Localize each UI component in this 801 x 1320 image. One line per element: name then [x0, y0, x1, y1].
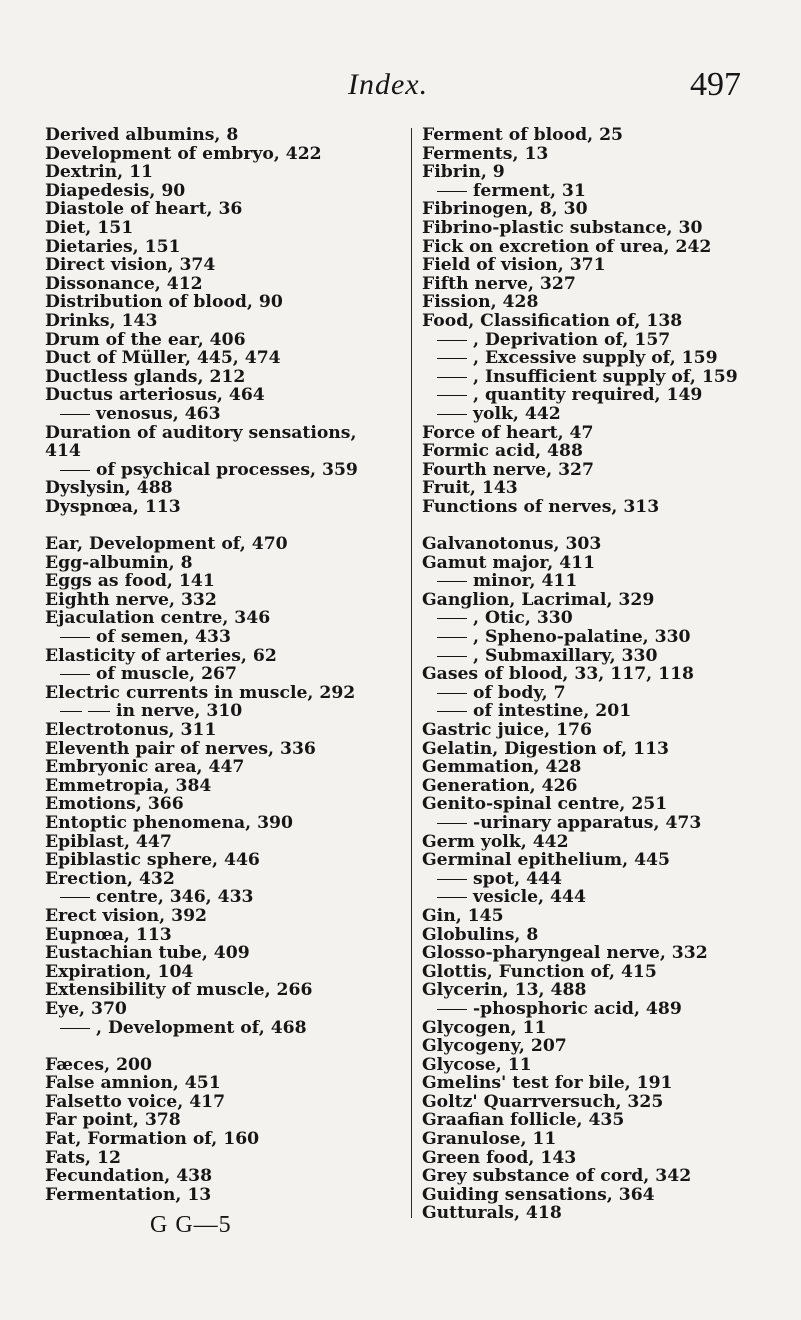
ditto-dash — [437, 581, 467, 582]
index-entry-text: spot, 444 — [473, 868, 562, 889]
index-entry — [422, 1056, 801, 1075]
index-entry — [422, 312, 801, 331]
index-entry-text: Dextrin, 11 — [45, 162, 153, 183]
index-entry — [45, 386, 445, 405]
index-entry — [422, 200, 801, 219]
index-entry — [45, 182, 445, 201]
index-entry-text: Genito-spinal centre, 251 — [422, 794, 668, 815]
ditto-dash — [437, 897, 467, 898]
index-entry-text: Duct of Müller, 445, 474 — [45, 348, 281, 369]
index-entry-text: Ear, Development of, 470 — [45, 534, 288, 555]
index-entry — [45, 591, 445, 610]
index-entry-text: , Development of, 468 — [96, 1017, 307, 1038]
index-entry — [45, 851, 445, 870]
index-entry-text: Direct vision, 374 — [45, 255, 216, 276]
index-entry-text: Guiding sensations, 364 — [422, 1184, 655, 1205]
index-entry-text: Fibrino-plastic substance, 30 — [422, 217, 703, 238]
index-entry-text: Fibrin, 9 — [422, 162, 505, 183]
index-entry-text: Gelatin, Digestion of, 113 — [422, 738, 670, 759]
index-entry-text: Entoptic phenomena, 390 — [45, 812, 293, 833]
index-entry-text: Epiblastic sphere, 446 — [45, 850, 260, 871]
index-entry-text: Glycose, 11 — [422, 1054, 532, 1075]
index-entry-text: Gin, 145 — [422, 905, 504, 926]
index-entry-text: Force of heart, 47 — [422, 422, 594, 443]
ditto-dash — [60, 711, 82, 712]
index-entry-text: Eupnœa, 113 — [45, 924, 172, 945]
index-entry-text: of psychical processes, 359 — [96, 459, 358, 480]
index-entry-text: Extensibility of muscle, 266 — [45, 980, 313, 1001]
index-entry-text: Ejaculation centre, 346 — [45, 608, 271, 629]
ditto-dash — [437, 823, 467, 824]
index-entry-text: Green food, 143 — [422, 1147, 577, 1168]
index-entry-text: Diastole of heart, 36 — [45, 199, 243, 220]
index-entry-text: Derived albumins, 8 — [45, 125, 239, 145]
index-entry-text: False amnion, 451 — [45, 1073, 221, 1094]
index-entry — [422, 275, 801, 294]
index-entry — [422, 424, 801, 443]
index-entry-text: Gemmation, 428 — [422, 757, 582, 778]
index-entry — [45, 963, 445, 982]
index-entry — [45, 814, 445, 833]
index-entry — [422, 777, 801, 796]
index-entry — [422, 498, 801, 517]
index-entry — [422, 554, 801, 573]
index-entry-text: Granulose, 11 — [422, 1129, 557, 1150]
index-entry — [422, 256, 801, 275]
index-subentry — [45, 702, 445, 721]
index-entry-text: Ferments, 13 — [422, 143, 549, 164]
index-entry — [422, 461, 801, 480]
index-entry-text: venosus, 463 — [96, 403, 221, 424]
ditto-dash — [60, 470, 90, 471]
page-number: 497 — [690, 66, 741, 103]
index-entry-text: Ganglion, Lacrimal, 329 — [422, 589, 655, 610]
index-entry-text: Dissonance, 412 — [45, 273, 203, 294]
index-entry-text: Fick on excretion of urea, 242 — [422, 236, 712, 257]
ditto-dash — [437, 711, 467, 712]
index-entry — [45, 200, 445, 219]
index-entry — [45, 926, 445, 945]
section-gap — [45, 516, 445, 535]
ditto-dash — [437, 618, 467, 619]
index-subentry — [422, 684, 801, 703]
index-entry-text: Fourth nerve, 327 — [422, 459, 594, 480]
index-entry — [422, 1037, 801, 1056]
index-entry — [45, 1056, 445, 1075]
running-header — [0, 64, 801, 114]
index-entry-text: Formic acid, 488 — [422, 441, 583, 462]
index-entry — [45, 554, 445, 573]
index-entry-text: Dyslysin, 488 — [45, 478, 173, 499]
index-entry-text: -phosphoric acid, 489 — [473, 998, 682, 1019]
ditto-dash — [60, 637, 90, 638]
index-entry-text: , Otic, 330 — [473, 608, 573, 629]
index-subentry — [422, 702, 801, 721]
index-entry-text: Gutturals, 418 — [422, 1203, 562, 1224]
index-entry — [45, 312, 445, 331]
index-entry-text: Fibrinogen, 8, 30 — [422, 199, 588, 220]
index-entry-text: Ferment of blood, 25 — [422, 125, 624, 145]
index-subentry — [422, 888, 801, 907]
index-entry-text: Generation, 426 — [422, 775, 578, 796]
index-entry — [45, 684, 445, 703]
index-entry — [422, 1093, 801, 1112]
index-entry-text: Ductus arteriosus, 464 — [45, 385, 265, 406]
index-entry-text: Epiblast, 447 — [45, 831, 172, 852]
index-entry — [422, 1167, 801, 1186]
index-entry-text: Egg-albumin, 8 — [45, 552, 193, 573]
index-entry — [422, 219, 801, 238]
ditto-dash — [60, 674, 90, 675]
index-entry-text: Functions of nerves, 313 — [422, 496, 660, 517]
index-subentry — [45, 888, 445, 907]
index-entry — [422, 1204, 801, 1223]
index-entry — [422, 1074, 801, 1093]
ditto-dash — [437, 377, 467, 378]
index-entry-text: of muscle, 267 — [96, 664, 237, 685]
index-entry-text: Emmetropia, 384 — [45, 775, 212, 796]
index-subentry — [422, 647, 801, 666]
index-entry — [422, 851, 801, 870]
index-entry-text: Diet, 151 — [45, 217, 134, 238]
index-entry — [422, 740, 801, 759]
ditto-dash — [60, 414, 90, 415]
ditto-dash — [437, 340, 467, 341]
index-entry-text: Diapedesis, 90 — [45, 180, 186, 201]
running-header-title: Index. — [348, 68, 429, 101]
index-entry-text: Ductless glands, 212 — [45, 366, 246, 387]
index-subentry — [422, 870, 801, 889]
index-entry — [422, 1186, 801, 1205]
index-subentry — [45, 405, 445, 424]
index-entry-text: Development of embryo, 422 — [45, 143, 322, 164]
index-entry-text: Glottis, Function of, 415 — [422, 961, 657, 982]
index-entry — [45, 609, 445, 628]
index-entry — [45, 795, 445, 814]
index-subentry — [422, 628, 801, 647]
index-entry — [422, 163, 801, 182]
index-entry — [45, 238, 445, 257]
index-entry-text: Falsetto voice, 417 — [45, 1091, 226, 1112]
index-entry — [45, 1000, 445, 1019]
index-entry — [422, 758, 801, 777]
index-entry-text: Eye, 370 — [45, 998, 127, 1019]
ditto-dash — [437, 879, 467, 880]
column-divider — [411, 128, 412, 1218]
index-entry-text: Dyspnœa, 113 — [45, 496, 181, 517]
index-entry-text: Glycerin, 13, 488 — [422, 980, 587, 1001]
index-entry — [45, 870, 445, 889]
index-entry-text: Food, Classification of, 138 — [422, 310, 683, 331]
index-entry — [45, 981, 445, 1000]
index-entry — [45, 479, 445, 498]
index-subentry — [422, 386, 801, 405]
index-entry — [45, 833, 445, 852]
ditto-dash — [88, 711, 110, 712]
ditto-dash — [60, 897, 90, 898]
index-subentry — [422, 609, 801, 628]
signature-mark: G G—5 — [150, 1212, 232, 1238]
index-entry — [422, 145, 801, 164]
index-entry — [422, 293, 801, 312]
index-entry — [45, 1130, 445, 1149]
index-entry — [45, 1093, 445, 1112]
index-entry-text: Gastric juice, 176 — [422, 720, 592, 740]
index-entry-text: Distribution of blood, 90 — [45, 292, 283, 313]
index-entry — [45, 572, 445, 591]
index-entry — [45, 1186, 445, 1205]
index-subentry — [422, 331, 801, 350]
index-entry-text: Erection, 432 — [45, 868, 175, 889]
index-subentry — [45, 1019, 445, 1038]
index-entry-text: yolk, 442 — [473, 403, 561, 424]
index-entry — [422, 1111, 801, 1130]
index-entry — [422, 907, 801, 926]
index-entry — [422, 944, 801, 963]
index-entry-text: Gamut major, 411 — [422, 552, 596, 573]
index-subentry — [422, 368, 801, 387]
index-entry-text: Dietaries, 151 — [45, 236, 181, 257]
index-entry-text: Eleventh pair of nerves, 336 — [45, 738, 316, 759]
ditto-dash — [437, 693, 467, 694]
index-entry — [422, 795, 801, 814]
index-entry-text: Duration of auditory sensations, 414 — [45, 422, 357, 462]
ditto-dash — [437, 656, 467, 657]
index-entry-text: centre, 346, 433 — [96, 887, 254, 908]
index-entry-text: ferment, 31 — [473, 180, 586, 201]
index-entry-text: , Submaxillary, 330 — [473, 645, 658, 666]
index-entry — [422, 963, 801, 982]
index-subentry — [45, 628, 445, 647]
index-entry-text: vesicle, 444 — [473, 887, 586, 908]
index-entry — [45, 907, 445, 926]
index-entry — [422, 126, 801, 145]
index-entry — [45, 721, 445, 740]
index-entry-text: Fæces, 200 — [45, 1054, 152, 1075]
index-column-right — [422, 126, 801, 1223]
index-subentry — [45, 665, 445, 684]
ditto-dash — [437, 395, 467, 396]
index-entry-text: Goltz' Quarrversuch, 325 — [422, 1091, 664, 1112]
index-entry-text: -urinary apparatus, 473 — [473, 812, 702, 833]
index-entry-text: Globulins, 8 — [422, 924, 539, 945]
index-entry-text: of semen, 433 — [96, 627, 231, 648]
index-entry-text: Fruit, 143 — [422, 478, 518, 499]
index-entry-text: Eustachian tube, 409 — [45, 943, 250, 964]
index-entry-text: Emotions, 366 — [45, 794, 184, 815]
index-entry-text: Electrotonus, 311 — [45, 720, 217, 740]
index-entry — [422, 1149, 801, 1168]
index-entry-text: Germ yolk, 442 — [422, 831, 569, 852]
ditto-dash — [437, 1009, 467, 1010]
index-entry-text: Graafian follicle, 435 — [422, 1110, 625, 1131]
index-entry — [45, 219, 445, 238]
index-entry — [45, 275, 445, 294]
index-entry-text: Gmelins' test for bile, 191 — [422, 1073, 673, 1094]
index-entry — [45, 163, 445, 182]
index-entry-text: Fifth nerve, 327 — [422, 273, 576, 294]
index-entry-text: Glycogeny, 207 — [422, 1036, 567, 1057]
ditto-dash — [437, 414, 467, 415]
index-entry — [45, 498, 445, 517]
index-entry — [45, 1111, 445, 1130]
index-entry — [422, 535, 801, 554]
index-entry — [45, 126, 445, 145]
index-entry — [45, 777, 445, 796]
ditto-dash — [437, 358, 467, 359]
index-entry-text: Grey substance of cord, 342 — [422, 1166, 692, 1187]
index-entry-text: Glycogen, 11 — [422, 1017, 547, 1038]
index-entry — [45, 1074, 445, 1093]
index-entry-text: Fission, 428 — [422, 292, 539, 313]
index-entry-text: Erect vision, 392 — [45, 905, 208, 926]
index-column-left — [45, 126, 445, 1204]
index-entry — [422, 665, 801, 684]
section-gap — [422, 516, 801, 535]
index-entry — [45, 349, 445, 368]
index-entry — [422, 926, 801, 945]
index-entry — [422, 1130, 801, 1149]
index-entry-text: Expiration, 104 — [45, 961, 194, 982]
index-entry — [45, 331, 445, 350]
index-entry-text: , Spheno-palatine, 330 — [473, 627, 691, 648]
index-entry — [45, 1167, 445, 1186]
index-entry-text: Fermentation, 13 — [45, 1184, 212, 1205]
index-subentry — [422, 572, 801, 591]
index-entry — [422, 479, 801, 498]
index-entry — [422, 721, 801, 740]
index-entry-text: Field of vision, 371 — [422, 255, 606, 276]
index-entry — [45, 256, 445, 275]
index-entry-text: of body, 7 — [473, 682, 566, 703]
index-subentry — [45, 461, 445, 480]
index-entry-text: Drinks, 143 — [45, 310, 158, 331]
index-entry — [45, 944, 445, 963]
index-subentry — [422, 814, 801, 833]
index-entry-text: Fecundation, 438 — [45, 1166, 213, 1187]
index-entry-text: Eighth nerve, 332 — [45, 589, 217, 610]
index-entry — [422, 591, 801, 610]
index-entry-text: , Insufficient supply of, 159 — [473, 366, 738, 387]
ditto-dash — [437, 637, 467, 638]
index-entry-text: Eggs as food, 141 — [45, 571, 215, 592]
index-entry-text: , Excessive supply of, 159 — [473, 348, 718, 369]
index-subentry — [422, 182, 801, 201]
index-entry — [45, 293, 445, 312]
ditto-dash — [60, 1028, 90, 1029]
index-entry — [45, 368, 445, 387]
index-subentry — [422, 1000, 801, 1019]
index-entry-text: of intestine, 201 — [473, 701, 632, 722]
index-entry-text: Fat, Formation of, 160 — [45, 1129, 260, 1150]
index-entry — [45, 145, 445, 164]
index-entry — [45, 740, 445, 759]
ditto-dash — [437, 191, 467, 192]
index-entry-text: , Deprivation of, 157 — [473, 329, 671, 350]
index-entry — [45, 424, 375, 461]
index-subentry — [422, 349, 801, 368]
index-entry — [422, 833, 801, 852]
index-entry — [45, 647, 445, 666]
index-entry — [45, 758, 445, 777]
index-entry-text: Far point, 378 — [45, 1110, 181, 1131]
index-entry — [45, 1149, 445, 1168]
index-entry-text: Embryonic area, 447 — [45, 757, 245, 778]
index-entry — [422, 442, 801, 461]
index-entry-text: Fats, 12 — [45, 1147, 121, 1168]
index-entry — [45, 535, 445, 554]
index-entry-text: Galvanotonus, 303 — [422, 534, 602, 555]
index-entry-text: Gases of blood, 33, 117, 118 — [422, 664, 694, 685]
index-entry-text: minor, 411 — [473, 571, 578, 592]
section-gap — [45, 1037, 445, 1056]
index-entry — [422, 981, 801, 1000]
index-entry-text: Germinal epithelium, 445 — [422, 850, 670, 871]
index-entry-text: Elasticity of arteries, 62 — [45, 645, 277, 666]
index-subentry — [422, 405, 801, 424]
index-entry-text: in nerve, 310 — [116, 701, 243, 722]
index-entry — [422, 238, 801, 257]
index-entry-text: , quantity required, 149 — [473, 385, 703, 406]
index-entry-text: Glosso-pharyngeal nerve, 332 — [422, 943, 708, 964]
index-entry-text: Electric currents in muscle, 292 — [45, 682, 356, 703]
index-entry-text: Drum of the ear, 406 — [45, 329, 246, 350]
index-entry — [422, 1019, 801, 1038]
